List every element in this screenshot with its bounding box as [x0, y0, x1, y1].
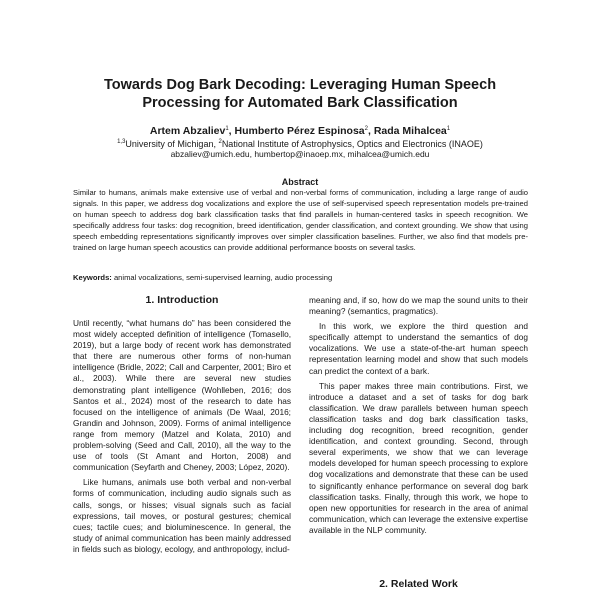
author-affil-mark: 1 [446, 126, 451, 132]
author-emails: abzaliev@umich.edu, humbertop@inaoep.mx, mihalcea@umich.edu [170, 149, 430, 159]
paragraph: meaning and, if so, how do we map the sound units to their meaning? (semantics, pragmatics). [309, 295, 528, 317]
paragraph: Until recently, “what humans do” has been considered the most widely accepted definition of intelligence (Tomasello, 2019), but a large body of recent work has demonstrated that there are numerous other forms of non-human intelligence (Bridle, 2022; Call and Carpenter, 2001; Biro et al., 2003). While there are several new studies demonstrating plant intelligence (Wohlleben, 2016; dos Santos et al., 2024) most of the research to date has focused on the intelligence of animals (De Waal, 2016; Grandin and Johnson, 2009). Forms of animal intelligence range from memory (Matzel and Kolata, 2010) and problem-solving (Seed and Call, 2010), all the way to the use of tools (St Amant and Horton, 2008) and communication (Seyfarth and Cheney, 2003; López, 2020). [73, 318, 291, 473]
author-affil-mark: 2 [364, 126, 368, 132]
section-heading-related-work: 2. Related Work [379, 578, 458, 590]
keywords-label: Keywords: [73, 273, 112, 282]
left-column [73, 318, 291, 559]
affil-text: National Institute of Astrophysics, Optics and Electronics (INAOE) [221, 139, 483, 149]
paragraph: Like humans, animals use both verbal and non-verbal forms of communication, including audio signals such as calls, songs, or hisses; visual signals such as facial expressions, tail moves, or postural gestures; chemical cues; tactile cues; and bioluminescence. In general, the study of animal communication has been mainly addressed in fields such as biology, ecology, and anthropology, includ- [73, 477, 291, 554]
author-name: Humberto Pérez Espinosa [234, 125, 365, 137]
author-name: Artem Abzaliev [149, 125, 226, 137]
abstract-text: Similar to humans, animals make extensive use of verbal and non-verbal forms of communication, including a large range of audio signals. In this paper, we address dog vocalizations and explore the use of self-supervised speech representation models pre-trained on human speech to address dog bark classification tasks that find parallels in human-centered tasks in speech recognition. We specifically address four tasks: dog recognition, breed identification, gender classification, and context grounding. We show that using speech embedding representations significantly improves over simpler classification baselines. Further, we also find that models pre-trained on large human speech acoustics can provide additional performance boosts on several tasks. [73, 188, 528, 252]
affil-mark: 1,3 [117, 139, 126, 145]
title-line-1: Towards Dog Bark Decoding: Leveraging Human Speech [103, 77, 497, 93]
affil-mark: 2 [218, 139, 222, 145]
abstract-heading: Abstract [281, 177, 319, 187]
paragraph: In this work, we explore the third question and specifically attempt to understand the semantics of dog vocalizations. We use a state-of-the-art human speech representation learning model and show that such models can predict the context of a bark. [309, 321, 528, 376]
keywords [73, 272, 528, 283]
author-list: Artem Abzaliev$^1$, Humberto Pérez Espinosa$^2$, Rada Mihalcea$^1$ [149, 125, 451, 137]
author-name: Rada Mihalcea [373, 125, 447, 137]
keywords-text: animal vocalizations, semi-supervised learning, audio processing [113, 273, 333, 282]
paragraph: This paper makes three main contributions. First, we introduce a dataset and a set of tasks for dog bark classification. We draw parallels between human speech classification tasks and dog bark classification tasks, including dog recognition, breed recognition, gender identification, and context grounding. Second, through several experiments, we show that we can leverage models developed for human speech processing to explore dog vocalizations and demonstrate that these can be used to significantly enhance performance on several dog bark classification tasks. Finally, through this work, we hope to open new opportunities for research in the area of animal communication, which can leverage the extensive expertise available in the NLP community. [309, 380, 528, 535]
paper-title [40, 76, 560, 112]
right-column [309, 295, 528, 540]
author-affil-mark: 1 [225, 126, 229, 132]
title-line-2: Processing for Automated Bark Classification [142, 95, 458, 111]
section-heading-introduction: 1. Introduction [145, 294, 219, 306]
affil-text: University of Michigan, [125, 139, 219, 149]
